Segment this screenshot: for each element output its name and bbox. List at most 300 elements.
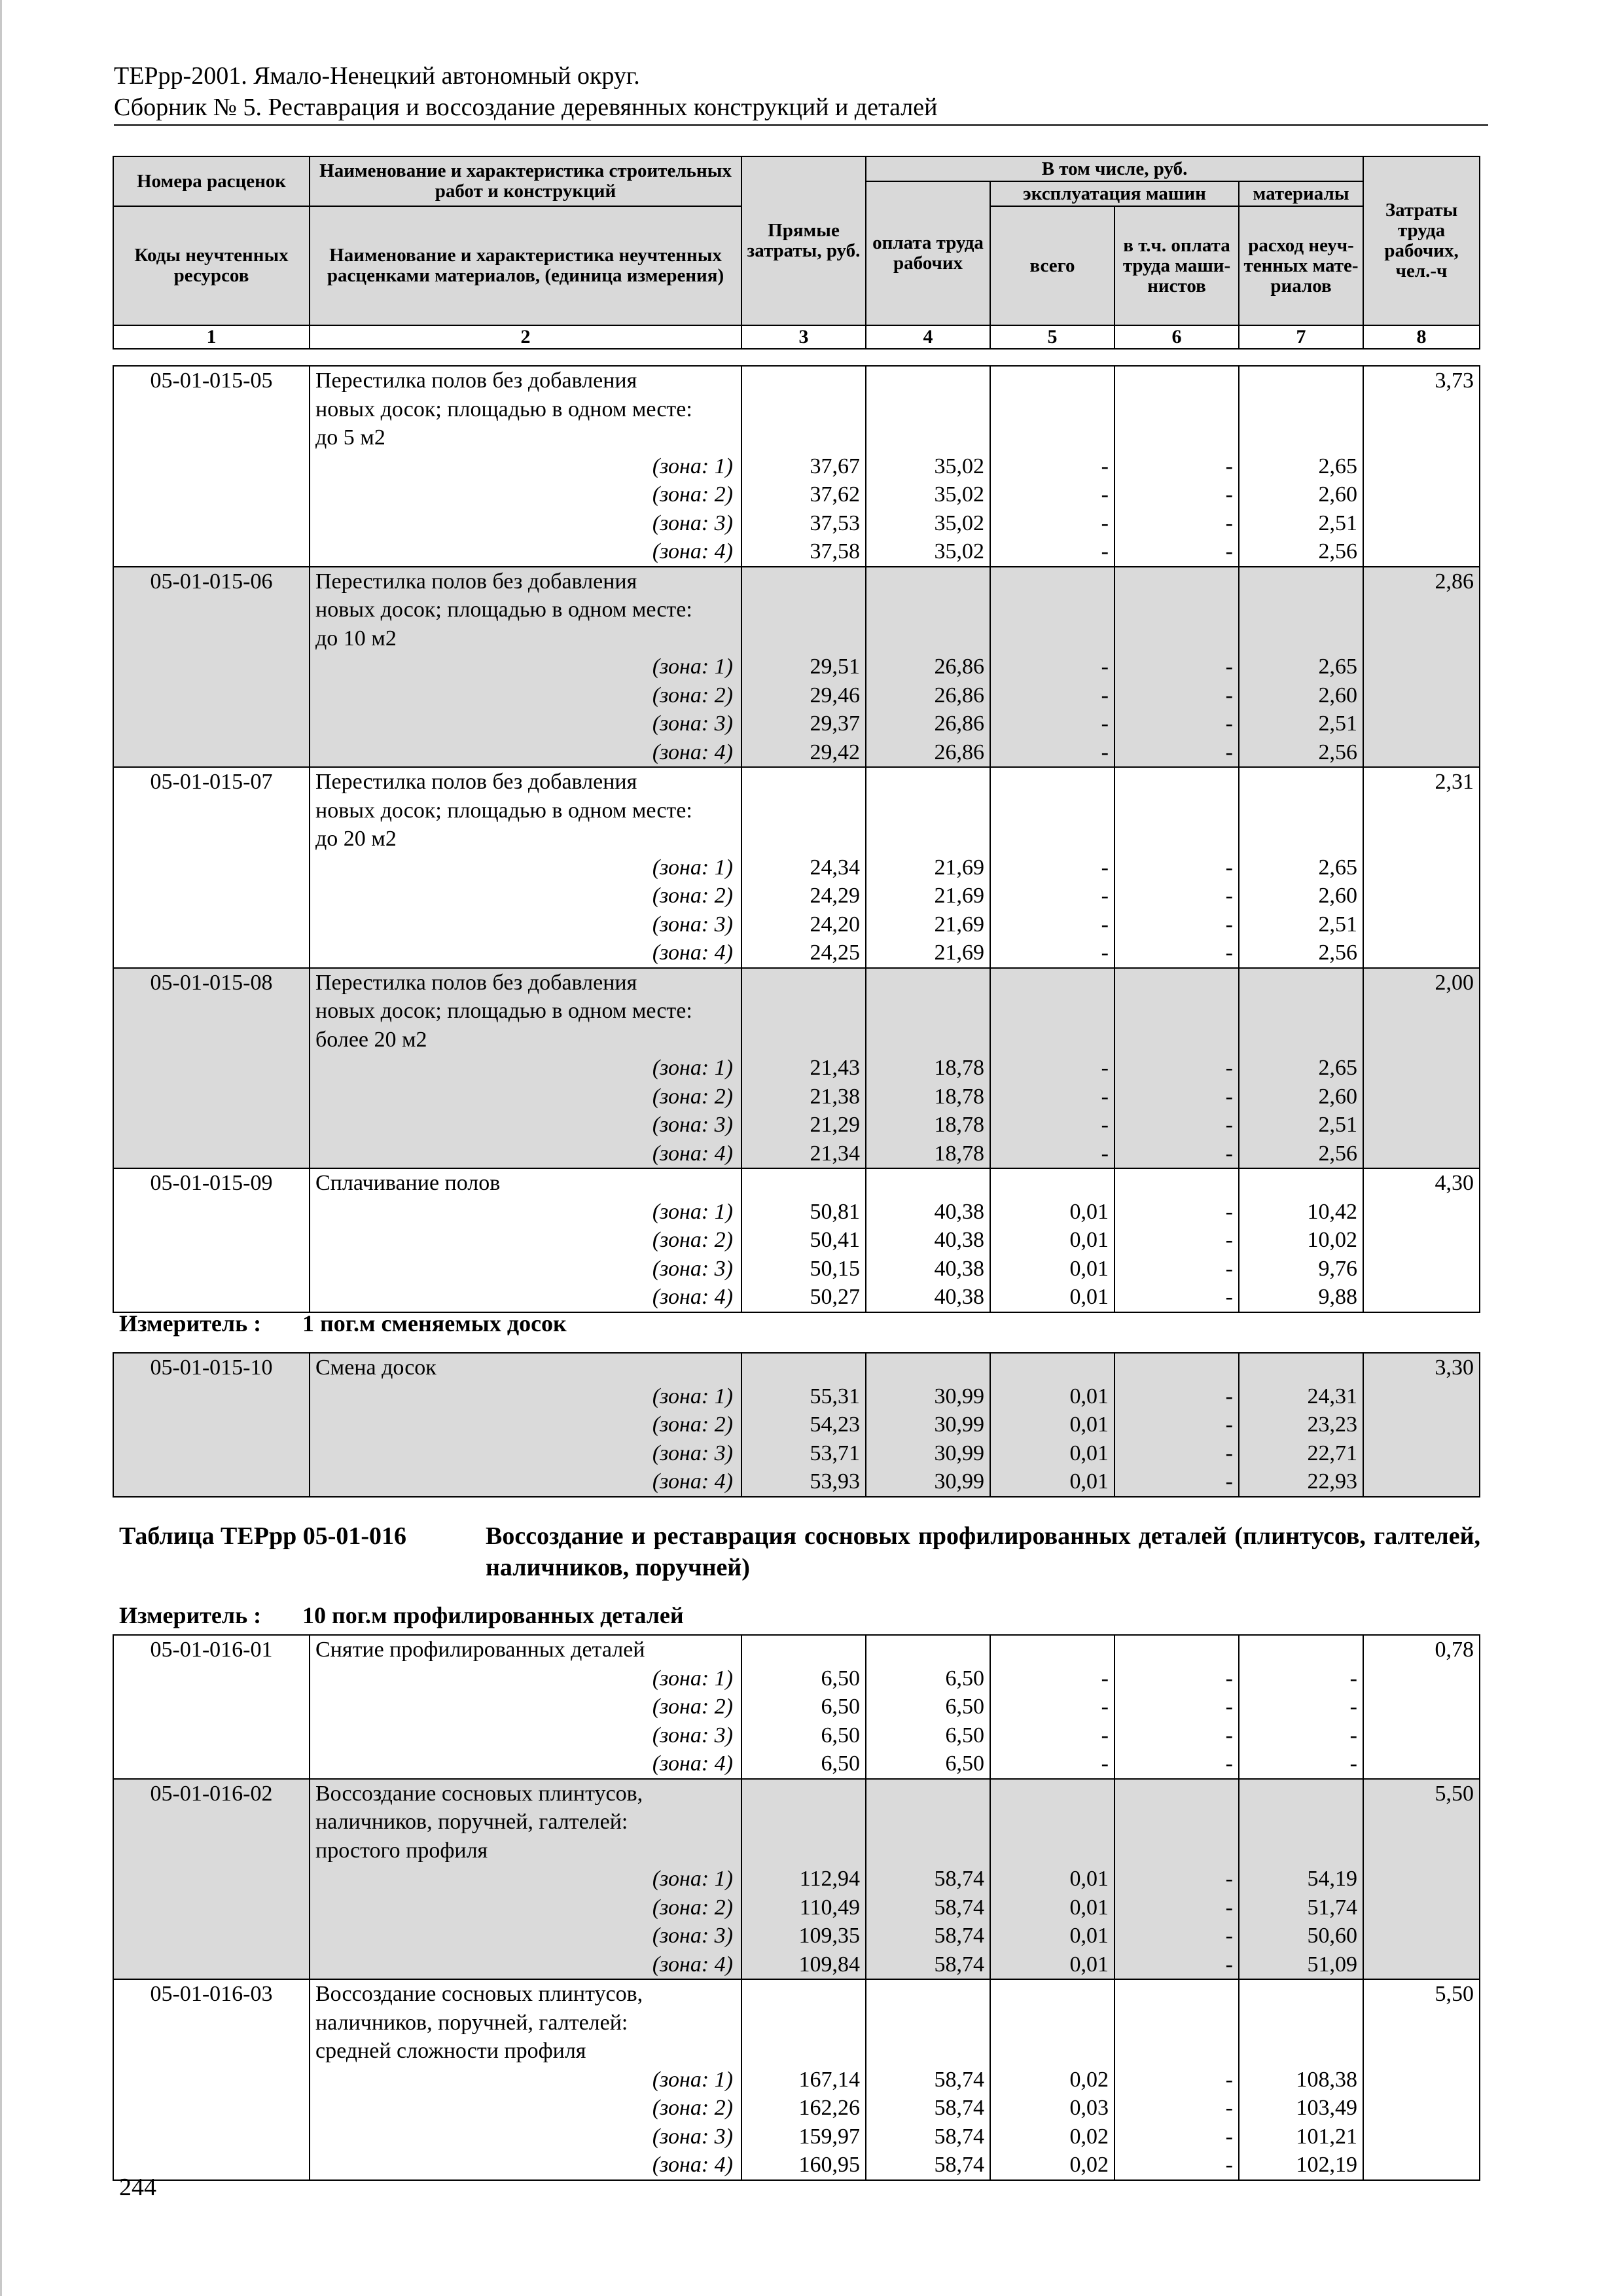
direct-cost: 29,37 [810, 711, 860, 736]
spacer-line [1245, 797, 1357, 825]
rate-code: 05-01-015-07 [113, 767, 310, 968]
spacer-line [872, 825, 984, 853]
materials-cost: 2,56 [1318, 539, 1357, 564]
zone-label: (зона: 1) [652, 855, 733, 880]
spacer-line [1120, 969, 1233, 997]
spacer-line [872, 395, 984, 424]
spacer-line [872, 624, 984, 653]
rate-name-line: Воссоздание сосновых плинтусов, [315, 1781, 643, 1806]
materials-cost: - [1349, 1666, 1357, 1691]
spacer-line [747, 2009, 860, 2037]
spacer-line [872, 1780, 984, 1808]
labor-pay: 21,69 [934, 941, 984, 965]
spacer-line [747, 997, 860, 1026]
labor-pay-cell [866, 366, 990, 567]
labor-pay: 58,74 [934, 2096, 984, 2120]
rates-table-3 [113, 1634, 1480, 2181]
labor-pay: 26,86 [934, 740, 984, 764]
machine-pay: - [1225, 1285, 1233, 1309]
machine-total: - [1101, 683, 1109, 708]
rates-table-1 [113, 365, 1480, 1313]
labor-pay-cell [866, 1353, 990, 1497]
spacer-line [1245, 1980, 1357, 2009]
th-materials: материалы [1239, 181, 1363, 206]
machine-pay: - [1225, 2067, 1233, 2092]
rate-name-line: простого профиля [315, 1838, 488, 1863]
spacer-line [1245, 367, 1357, 395]
spacer-line [1245, 567, 1357, 596]
materials-cost: 23,23 [1307, 1412, 1357, 1437]
machine-total-cell [990, 366, 1115, 567]
zone-label: (зона: 3) [652, 2124, 733, 2149]
rate-name-line: Смена досок [315, 1355, 437, 1380]
spacer-line [747, 1808, 860, 1837]
spacer-line [747, 1354, 860, 1382]
materials-cost-cell [1239, 767, 1363, 968]
th-labor-costs: Затраты труда рабочих, чел.-ч [1363, 156, 1480, 325]
col-number: 6 [1115, 325, 1239, 349]
materials-cost: 22,71 [1307, 1441, 1357, 1465]
rate-code: 05-01-015-06 [113, 567, 310, 768]
header-line-1: ТЕРрр-2001. Ямало-Ненецкий автономный округ. [114, 62, 640, 90]
zone-label: (зона: 4) [652, 740, 733, 764]
th-including: В том числе, руб. [866, 156, 1363, 181]
machine-total: - [1101, 482, 1109, 507]
rate-name-line: Перестилка полов без добавления [315, 569, 637, 594]
th-rate-numbers: Номера расценок [113, 156, 310, 206]
direct-cost: 167,14 [798, 2067, 860, 2092]
rate-name-line: до 10 м2 [315, 626, 397, 651]
spacer-line [996, 825, 1109, 853]
zone-label: (зона: 4) [652, 1141, 733, 1166]
spacer-line [1245, 596, 1357, 624]
labor-pay: 21,69 [934, 884, 984, 908]
labor-pay: 58,74 [934, 1924, 984, 1948]
rate-description [310, 1979, 741, 2180]
spacer-line [747, 423, 860, 452]
zone-label: (зона: 3) [652, 711, 733, 736]
direct-cost: 50,41 [810, 1228, 860, 1252]
direct-cost: 6,50 [821, 1695, 860, 1719]
zone-label: (зона: 3) [652, 511, 733, 535]
labor-pay: 21,69 [934, 912, 984, 937]
materials-cost-cell [1239, 366, 1363, 567]
machine-pay: - [1225, 1695, 1233, 1719]
materials-cost: 54,19 [1307, 1867, 1357, 1891]
header-rule [114, 124, 1488, 126]
rate-name-line: Перестилка полов без добавления [315, 368, 637, 393]
zone-label: (зона: 1) [652, 454, 733, 478]
direct-cost: 29,46 [810, 683, 860, 708]
spacer-line [747, 1636, 860, 1664]
rate-code: 05-01-016-01 [113, 1635, 310, 1779]
labor-pay: 6,50 [945, 1723, 984, 1748]
labor-pay-cell [866, 1168, 990, 1312]
direct-cost: 50,81 [810, 1199, 860, 1224]
zone-label: (зона: 4) [652, 539, 733, 564]
spacer-line [1245, 423, 1357, 452]
rate-code: 05-01-016-02 [113, 1779, 310, 1980]
spacer-line [1245, 997, 1357, 1026]
spacer-line [872, 567, 984, 596]
direct-cost-cell [741, 1979, 866, 2180]
spacer-line [872, 797, 984, 825]
table-header [113, 156, 1480, 350]
zone-label: (зона: 2) [652, 1412, 733, 1437]
spacer-line [996, 1980, 1109, 2009]
machine-total: - [1101, 1695, 1109, 1719]
zone-label: (зона: 4) [652, 1751, 733, 1776]
materials-cost: 2,60 [1318, 482, 1357, 507]
direct-cost: 21,38 [810, 1084, 860, 1109]
labor-hours: 4,30 [1363, 1168, 1480, 1312]
spacer-line [872, 1636, 984, 1664]
rate-name-line: до 20 м2 [315, 827, 397, 851]
labor-pay: 26,86 [934, 711, 984, 736]
measure-1-label: Измеритель : [119, 1310, 262, 1336]
spacer-line [996, 1837, 1109, 1865]
th-resource-codes: Коды неучтенных ресурсов [113, 206, 310, 325]
spacer-line [1120, 1980, 1233, 2009]
machine-pay-cell [1115, 1168, 1239, 1312]
direct-cost: 24,20 [810, 912, 860, 937]
table-title [119, 1520, 1480, 1583]
rate-name-line: Перестилка полов без добавления [315, 970, 637, 995]
spacer-line [872, 423, 984, 452]
labor-pay: 30,99 [934, 1469, 984, 1494]
materials-cost: 50,60 [1307, 1924, 1357, 1948]
labor-hours: 3,73 [1363, 366, 1480, 567]
rate-name-line: средней сложности профиля [315, 2039, 586, 2063]
spacer-line [872, 997, 984, 1026]
materials-cost: 2,56 [1318, 1141, 1357, 1166]
zone-label: (зона: 2) [652, 1895, 733, 1920]
machine-total: - [1101, 511, 1109, 535]
direct-cost: 160,95 [798, 2153, 860, 2177]
measure-1-value: 1 пог.м сменяемых досок [302, 1310, 567, 1336]
zone-label: (зона: 2) [652, 1228, 733, 1252]
machine-pay: - [1225, 1441, 1233, 1465]
machine-pay: - [1225, 711, 1233, 736]
materials-cost: 108,38 [1296, 2067, 1357, 2092]
rate-description [310, 567, 741, 768]
zone-label: (зона: 4) [652, 941, 733, 965]
col-number: 7 [1239, 325, 1363, 349]
labor-pay: 21,69 [934, 855, 984, 880]
spacer-line [747, 969, 860, 997]
machine-total: 0,01 [1069, 1441, 1109, 1465]
labor-hours: 2,86 [1363, 567, 1480, 768]
machine-pay: - [1225, 2096, 1233, 2120]
labor-pay: 58,74 [934, 2067, 984, 2092]
machine-pay: - [1225, 2124, 1233, 2149]
machine-total: 0,01 [1069, 1228, 1109, 1252]
spacer-line [1120, 997, 1233, 1026]
spacer-line [872, 969, 984, 997]
zone-label: (зона: 1) [652, 2067, 733, 2092]
spacer-line [1245, 1026, 1357, 1054]
zone-label: (зона: 3) [652, 1441, 733, 1465]
materials-cost: - [1349, 1751, 1357, 1776]
materials-cost: 2,65 [1318, 454, 1357, 478]
rate-row [113, 1635, 1480, 1779]
machine-pay-cell [1115, 1353, 1239, 1497]
rate-row [113, 1779, 1480, 1980]
labor-pay-cell [866, 1779, 990, 1980]
machine-total-cell [990, 1353, 1115, 1497]
labor-pay: 18,78 [934, 1084, 984, 1109]
zone-label: (зона: 3) [652, 912, 733, 937]
rate-name-line: Снятие профилированных деталей [315, 1638, 645, 1662]
rate-name-line: новых досок; площадью в одном месте: [315, 598, 692, 622]
spacer-line [747, 797, 860, 825]
spacer-line [1245, 1636, 1357, 1664]
machine-pay: - [1225, 1412, 1233, 1437]
labor-pay: 30,99 [934, 1441, 984, 1465]
machine-pay: - [1225, 454, 1233, 478]
spacer-line [1120, 1837, 1233, 1865]
spacer-line [872, 2037, 984, 2066]
machine-pay-cell [1115, 1635, 1239, 1779]
machine-pay: - [1225, 539, 1233, 564]
rate-code: 05-01-016-03 [113, 1979, 310, 2180]
th-machine-total: всего [990, 206, 1115, 325]
zone-label: (зона: 1) [652, 1056, 733, 1080]
rate-name-line: Перестилка полов без добавления [315, 770, 637, 794]
rate-name-line: наличников, поручней, галтелей: [315, 1810, 628, 1834]
rate-code: 05-01-015-08 [113, 968, 310, 1169]
direct-cost: 55,31 [810, 1384, 860, 1408]
spacer-line [1120, 1169, 1233, 1198]
materials-cost: 2,51 [1318, 1113, 1357, 1137]
materials-cost: 10,42 [1307, 1199, 1357, 1224]
spacer-line [996, 1780, 1109, 1808]
machine-pay: - [1225, 740, 1233, 764]
machine-pay-cell [1115, 1779, 1239, 1980]
machine-pay: - [1225, 1256, 1233, 1281]
zone-label: (зона: 1) [652, 1199, 733, 1224]
machine-total: - [1101, 941, 1109, 965]
spacer-line [996, 768, 1109, 797]
spacer-line [747, 395, 860, 424]
labor-hours: 5,50 [1363, 1979, 1480, 2180]
th-machine-incl-pay: в т.ч. оплата труда маши- нистов [1115, 206, 1239, 325]
labor-pay: 6,50 [945, 1695, 984, 1719]
machine-pay: - [1225, 482, 1233, 507]
rate-row [113, 1353, 1480, 1497]
materials-cost: 2,56 [1318, 740, 1357, 764]
rate-description [310, 1168, 741, 1312]
machine-total: - [1101, 1141, 1109, 1166]
spacer-line [1120, 567, 1233, 596]
materials-cost: 2,65 [1318, 655, 1357, 679]
spacer-line [996, 1354, 1109, 1382]
machine-total: 0,01 [1069, 1895, 1109, 1920]
spacer-line [1120, 1354, 1233, 1382]
measure-1 [119, 1309, 567, 1338]
labor-hours: 2,00 [1363, 968, 1480, 1169]
rate-row [113, 767, 1480, 968]
spacer-line [747, 2037, 860, 2066]
rate-name-line: новых досок; площадью в одном месте: [315, 397, 692, 422]
machine-pay: - [1225, 1469, 1233, 1494]
materials-cost-cell [1239, 1779, 1363, 1980]
materials-cost: 101,21 [1296, 2124, 1357, 2149]
machine-pay: - [1225, 1895, 1233, 1920]
machine-total: 0,02 [1069, 2067, 1109, 2092]
materials-cost: 2,56 [1318, 941, 1357, 965]
labor-hours: 3,30 [1363, 1353, 1480, 1497]
labor-hours: 2,31 [1363, 767, 1480, 968]
rates-table-2 [113, 1352, 1480, 1498]
zone-label: (зона: 4) [652, 1285, 733, 1309]
direct-cost-cell [741, 567, 866, 768]
machine-total: 0,01 [1069, 1867, 1109, 1891]
spacer-line [1120, 1026, 1233, 1054]
spacer-line [996, 997, 1109, 1026]
spacer-line [1245, 969, 1357, 997]
spacer-line [747, 596, 860, 624]
machine-total: - [1101, 1113, 1109, 1137]
page-left-edge [0, 0, 2, 2296]
zone-label: (зона: 1) [652, 1384, 733, 1408]
spacer-line [872, 1980, 984, 2009]
labor-pay: 35,02 [934, 511, 984, 535]
labor-pay: 35,02 [934, 454, 984, 478]
machine-total: 0,01 [1069, 1924, 1109, 1948]
materials-cost-cell [1239, 567, 1363, 768]
spacer-line [747, 1837, 860, 1865]
spacer-line [747, 1026, 860, 1054]
direct-cost: 24,34 [810, 855, 860, 880]
rate-row [113, 968, 1480, 1169]
zone-label: (зона: 3) [652, 1113, 733, 1137]
labor-pay: 6,50 [945, 1751, 984, 1776]
machine-pay: - [1225, 683, 1233, 708]
direct-cost: 37,58 [810, 539, 860, 564]
machine-total: - [1101, 1666, 1109, 1691]
spacer-line [996, 1169, 1109, 1198]
labor-pay: 35,02 [934, 539, 984, 564]
rate-row [113, 1168, 1480, 1312]
direct-cost: 109,35 [798, 1924, 860, 1948]
col-number: 8 [1363, 325, 1480, 349]
col-number: 1 [113, 325, 310, 349]
machine-pay: - [1225, 1924, 1233, 1948]
page-number: 244 [119, 2174, 156, 2201]
direct-cost: 37,62 [810, 482, 860, 507]
machine-pay: - [1225, 1228, 1233, 1252]
materials-cost: 2,60 [1318, 884, 1357, 908]
zone-label: (зона: 3) [652, 1256, 733, 1281]
spacer-line [1245, 825, 1357, 853]
machine-total: - [1101, 884, 1109, 908]
machine-pay: - [1225, 1867, 1233, 1891]
spacer-line [996, 797, 1109, 825]
machine-total: 0,02 [1069, 2153, 1109, 2177]
th-direct-costs: Прямые затраты, руб. [741, 156, 866, 325]
direct-cost-cell [741, 1635, 866, 1779]
labor-pay: 40,38 [934, 1285, 984, 1309]
spacer-line [1245, 768, 1357, 797]
rate-row [113, 567, 1480, 768]
machine-total: - [1101, 655, 1109, 679]
materials-cost: 22,93 [1307, 1469, 1357, 1494]
machine-total: - [1101, 1723, 1109, 1748]
labor-pay-cell [866, 767, 990, 968]
materials-cost: 9,88 [1318, 1285, 1357, 1309]
spacer-line [872, 1837, 984, 1865]
table-title-text: Воссоздание и реставрация сосновых профилированных деталей (плинтусов, галтелей, наличников, поручней) [486, 1522, 1480, 1581]
machine-total: - [1101, 740, 1109, 764]
spacer-line [747, 1169, 860, 1198]
materials-cost-cell [1239, 968, 1363, 1169]
machine-pay: - [1225, 1723, 1233, 1748]
labor-pay: 30,99 [934, 1384, 984, 1408]
table-title-label: Таблица ТЕРрр 05-01-016 [119, 1522, 407, 1550]
rate-name-line: более 20 м2 [315, 1027, 427, 1052]
machine-total: 0,01 [1069, 1412, 1109, 1437]
direct-cost: 6,50 [821, 1751, 860, 1776]
machine-pay: - [1225, 1056, 1233, 1080]
machine-pay: - [1225, 1113, 1233, 1137]
spacer-line [996, 2009, 1109, 2037]
col-number: 2 [310, 325, 741, 349]
zone-label: (зона: 1) [652, 1666, 733, 1691]
materials-cost: - [1349, 1723, 1357, 1748]
machine-pay: - [1225, 1199, 1233, 1224]
machine-pay-cell [1115, 968, 1239, 1169]
labor-pay: 18,78 [934, 1141, 984, 1166]
spacer-line [1245, 1354, 1357, 1382]
direct-cost: 29,42 [810, 740, 860, 764]
direct-cost: 112,94 [799, 1867, 860, 1891]
machine-pay: - [1225, 1666, 1233, 1691]
spacer-line [1245, 1780, 1357, 1808]
direct-cost-cell [741, 1353, 866, 1497]
labor-pay: 58,74 [934, 1867, 984, 1891]
labor-hours: 5,50 [1363, 1779, 1480, 1980]
spacer-line [1245, 1169, 1357, 1198]
rate-name-line: до 5 м2 [315, 425, 385, 450]
labor-pay-cell [866, 968, 990, 1169]
labor-pay: 26,86 [934, 655, 984, 679]
direct-cost: 162,26 [798, 2096, 860, 2120]
measure-2-label: Измеритель : [119, 1602, 262, 1628]
materials-cost: 9,76 [1318, 1256, 1357, 1281]
machine-pay-cell [1115, 366, 1239, 567]
spacer-line [747, 825, 860, 853]
materials-cost: 51,74 [1307, 1895, 1357, 1920]
header-line-2: Сборник № 5. Реставрация и воссоздание деревянных конструкций и деталей [114, 94, 938, 121]
materials-cost: 2,60 [1318, 1084, 1357, 1109]
direct-cost: 21,43 [810, 1056, 860, 1080]
spacer-line [872, 768, 984, 797]
machine-pay: - [1225, 1084, 1233, 1109]
measure-2 [119, 1601, 684, 1630]
spacer-line [1245, 1808, 1357, 1837]
spacer-line [996, 1636, 1109, 1664]
zone-label: (зона: 1) [652, 1867, 733, 1891]
spacer-line [1120, 2009, 1233, 2037]
spacer-line [747, 768, 860, 797]
spacer-line [872, 1808, 984, 1837]
spacer-line [1120, 423, 1233, 452]
machine-pay: - [1225, 1141, 1233, 1166]
spacer-line [996, 423, 1109, 452]
spacer-line [1120, 367, 1233, 395]
labor-pay: 35,02 [934, 482, 984, 507]
